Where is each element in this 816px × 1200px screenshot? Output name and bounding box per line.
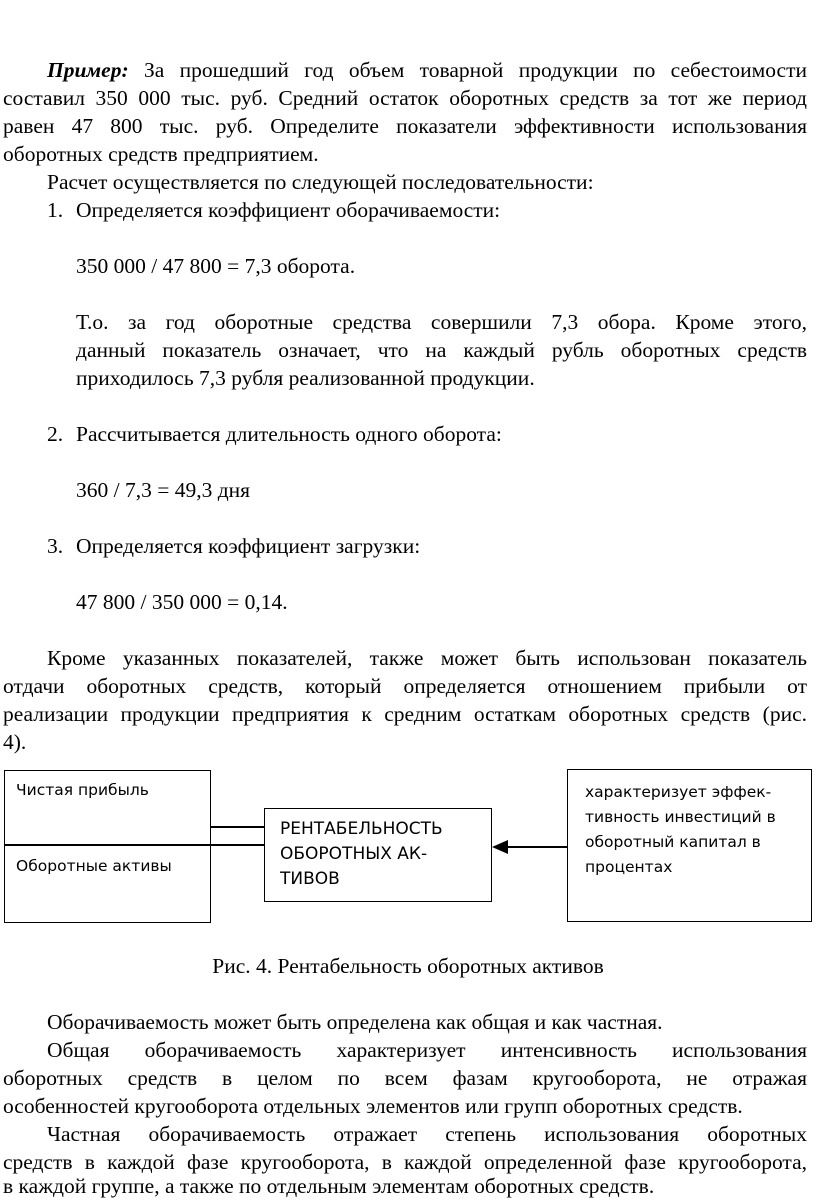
paragraph-5-line-3: особенностей кругооборота отдельных элементов или групп оборотных средств. — [3, 1094, 743, 1118]
step-2-formula: 360 / 7,3 = 49,3 дня — [76, 478, 251, 502]
step-1-note-2: данный показатель означает, что на каждый рубль оборотных средств — [76, 338, 807, 362]
step-1-number: 1. — [47, 198, 64, 222]
example-line-2: составил 350 000 тыс. руб. Средний остаток оборотных средств за тот же период — [3, 86, 807, 110]
step-3-formula: 47 800 / 350 000 = 0,14. — [76, 590, 288, 614]
step-3-number: 3. — [47, 534, 64, 558]
step-1-formula: 350 000 / 47 800 = 7,3 оборота. — [76, 254, 356, 278]
step-2-number: 2. — [47, 422, 64, 446]
arrow-head — [492, 840, 508, 854]
current-assets-label: Оборотные активы — [16, 857, 172, 875]
arrow-line — [506, 846, 567, 848]
paragraph-5-line-2: оборотных средств в целом по всем фазам кругооборота, не отражая — [3, 1066, 807, 1090]
right-line-2: тивность инвестиций в — [585, 808, 776, 826]
step-1-title: Определяется коэффициент оборачиваемости: — [76, 198, 501, 222]
paragraph-6-line-2: средств в каждой фазе кругооборота, в каждой определенной фазе кругооборота, — [3, 1150, 807, 1174]
step-2-title: Рассчитывается длительность одного оборота: — [76, 422, 502, 446]
example-line-1: Пример: За прошедший год объем товарной продукции по себестоимости — [47, 58, 808, 82]
example-line-4: оборотных средств предприятием. — [3, 142, 319, 166]
figure-caption: Рис. 4. Рентабельность оборотных активов — [212, 954, 604, 978]
connector-top — [211, 826, 264, 828]
right-line-1: характеризует эффек- — [585, 783, 772, 801]
step-1-note-1: Т.о. за год оборотные средства совершили 7,3 обора. Кроме этого, — [76, 310, 807, 334]
right-line-4: процентах — [585, 858, 673, 876]
paragraph-3-line-2: отдачи оборотных средств, который определяется отношением прибыли от — [3, 674, 807, 698]
paragraph-5-line-1: Общая оборачиваемость характеризует интенсивность использования — [47, 1038, 807, 1062]
step-1-note-3: приходилось 7,3 рубля реализованной продукции. — [76, 366, 535, 390]
paragraph-4: Оборачиваемость может быть определена как общая и как частная. — [47, 1010, 663, 1034]
step-3-title: Определяется коэффициент загрузки: — [76, 534, 421, 558]
paragraph-3-line-4: 4). — [3, 730, 27, 754]
center-line-2: ОБОРОТНЫХ АК- — [280, 844, 428, 864]
left-box-divider — [4, 844, 211, 846]
paragraph-6-line-1: Частная оборачиваемость отражает степень использования оборотных — [47, 1122, 807, 1146]
center-line-1: РЕНТАБЕЛЬНОСТЬ — [280, 819, 443, 839]
center-line-3: ТИВОВ — [280, 869, 340, 889]
paragraph-3-line-1: Кроме указанных показателей, также может быть использован показатель — [47, 646, 807, 670]
paragraph-3-line-3: реализации продукции предприятия к средним остаткам оборотных средств (рис. — [3, 702, 807, 726]
connector-bottom — [211, 844, 264, 846]
example-label: Пример: — [47, 58, 129, 82]
right-line-3: оборотный капитал в — [585, 833, 761, 851]
example-line-3: равен 47 800 тыс. руб. Определите показатели эффективности использования — [3, 114, 807, 138]
sequence-intro: Расчет осуществляется по следующей последовательности: — [47, 170, 594, 194]
paragraph-6-line-3: в каждой группе, а также по отдельным элементам оборотных средств. — [3, 1174, 655, 1198]
net-profit-label: Чистая прибыль — [16, 781, 149, 799]
